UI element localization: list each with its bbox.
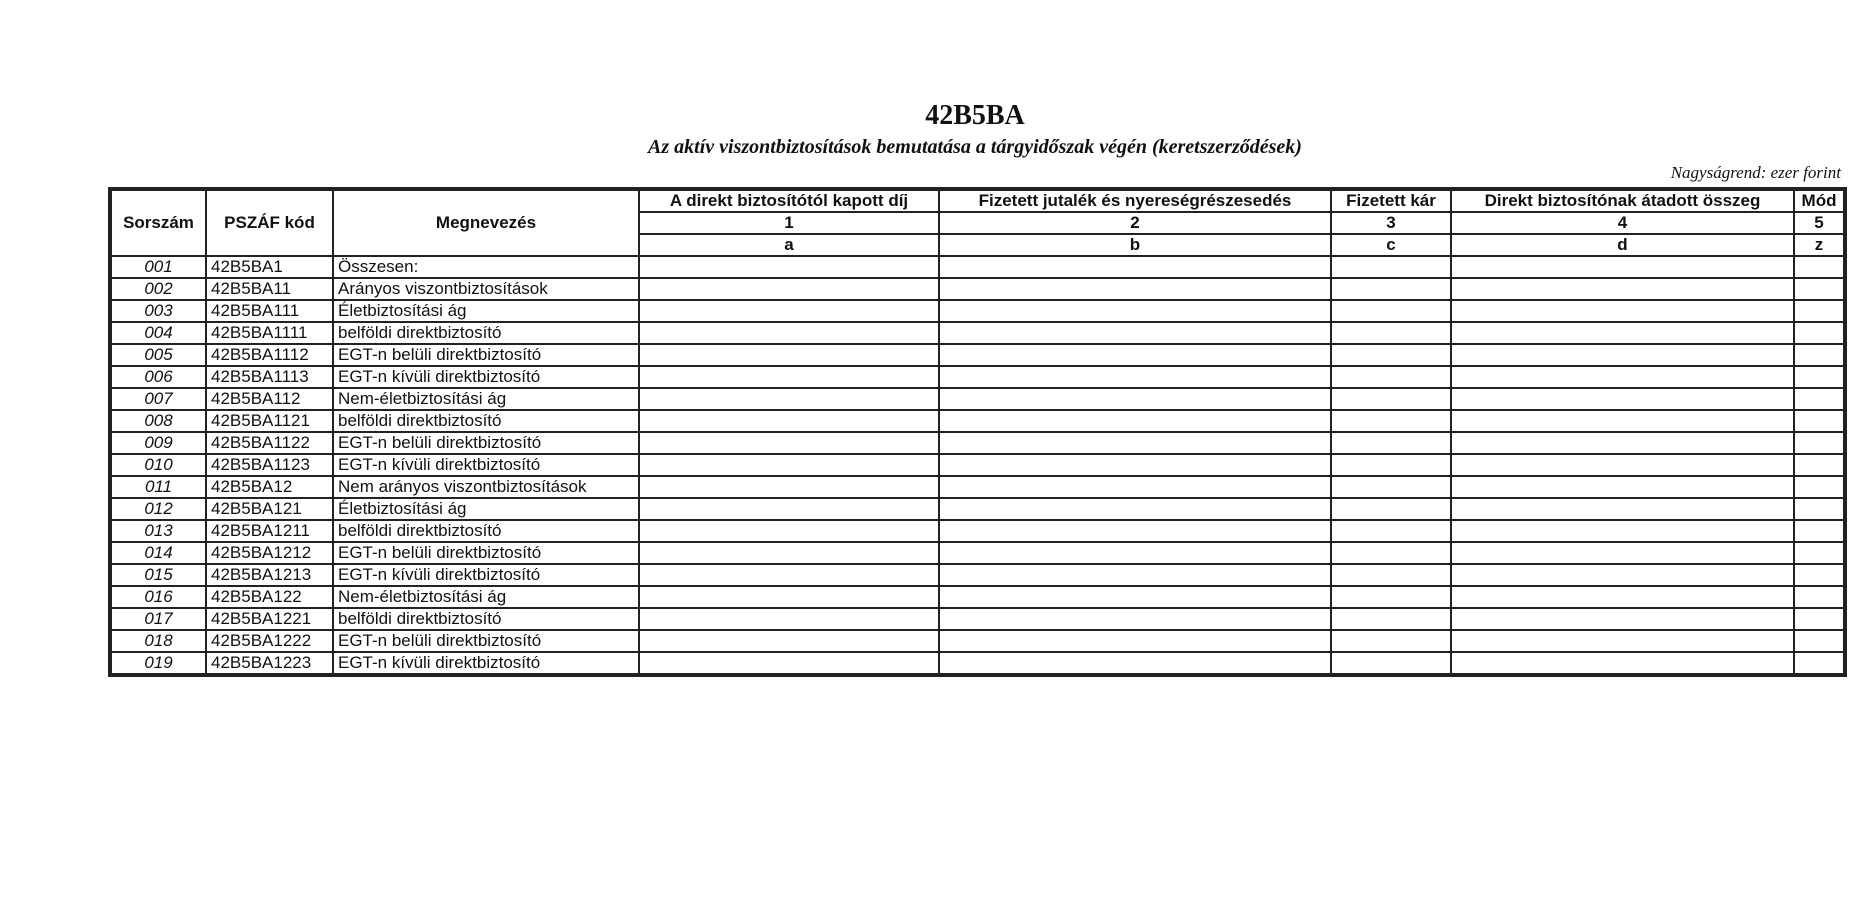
value-cell-c[interactable]: [1331, 388, 1451, 410]
row-sorszam: 016: [110, 586, 206, 608]
value-cell-c[interactable]: [1331, 366, 1451, 388]
value-cell-d[interactable]: [1451, 630, 1794, 652]
value-cell-a[interactable]: [639, 366, 939, 388]
row-sorszam: 014: [110, 542, 206, 564]
row-pszaf-kod: 42B5BA1223: [206, 652, 333, 675]
value-cell-d[interactable]: [1451, 322, 1794, 344]
value-cell-z[interactable]: [1794, 322, 1845, 344]
value-cell-d[interactable]: [1451, 586, 1794, 608]
header-col-1: A direkt biztosítótól kapott díj: [639, 189, 939, 212]
value-cell-c[interactable]: [1331, 322, 1451, 344]
value-cell-d[interactable]: [1451, 542, 1794, 564]
row-sorszam: 009: [110, 432, 206, 454]
value-cell-z[interactable]: [1794, 542, 1845, 564]
value-cell-z[interactable]: [1794, 498, 1845, 520]
row-megnevezes: belföldi direktbiztosító: [333, 410, 639, 432]
row-pszaf-kod: 42B5BA1112: [206, 344, 333, 366]
table-row: [110, 278, 1845, 300]
table-body: [110, 256, 1845, 675]
value-cell-b[interactable]: [939, 542, 1331, 564]
header-num-3: 3: [1331, 212, 1451, 234]
header-col-5: Mód: [1794, 189, 1845, 212]
row-megnevezes: EGT-n belüli direktbiztosító: [333, 344, 639, 366]
row-megnevezes: Életbiztosítási ág: [333, 498, 639, 520]
value-cell-c[interactable]: [1331, 476, 1451, 498]
value-cell-z[interactable]: [1794, 256, 1845, 278]
row-sorszam: 011: [110, 476, 206, 498]
value-cell-b[interactable]: [939, 652, 1331, 675]
value-cell-d[interactable]: [1451, 608, 1794, 630]
row-sorszam: 017: [110, 608, 206, 630]
value-cell-c[interactable]: [1331, 520, 1451, 542]
value-cell-d[interactable]: [1451, 476, 1794, 498]
value-cell-d[interactable]: [1451, 366, 1794, 388]
header-letter-c: c: [1331, 234, 1451, 256]
table-row: [110, 256, 1845, 278]
value-cell-z[interactable]: [1794, 630, 1845, 652]
value-cell-c[interactable]: [1331, 454, 1451, 476]
row-megnevezes: Arányos viszontbiztosítások: [333, 278, 639, 300]
row-megnevezes: EGT-n kívüli direktbiztosító: [333, 366, 639, 388]
header-letter-z: z: [1794, 234, 1845, 256]
header-sorszam: Sorszám: [110, 189, 206, 256]
row-pszaf-kod: 42B5BA1121: [206, 410, 333, 432]
row-megnevezes: Nem-életbiztosítási ág: [333, 586, 639, 608]
value-cell-b[interactable]: [939, 520, 1331, 542]
table-row: [110, 498, 1845, 520]
header-col-3: Fizetett kár: [1331, 189, 1451, 212]
value-cell-z[interactable]: [1794, 454, 1845, 476]
row-pszaf-kod: 42B5BA111: [206, 300, 333, 322]
value-cell-c[interactable]: [1331, 608, 1451, 630]
row-pszaf-kod: 42B5BA1113: [206, 366, 333, 388]
value-cell-d[interactable]: [1451, 520, 1794, 542]
row-pszaf-kod: 42B5BA1111: [206, 322, 333, 344]
header-letter-b: b: [939, 234, 1331, 256]
header-num-4: 4: [1451, 212, 1794, 234]
value-cell-a[interactable]: [639, 652, 939, 675]
value-cell-c[interactable]: [1331, 410, 1451, 432]
value-cell-b[interactable]: [939, 498, 1331, 520]
header-letter-a: a: [639, 234, 939, 256]
row-megnevezes: belföldi direktbiztosító: [333, 322, 639, 344]
value-cell-d[interactable]: [1451, 278, 1794, 300]
value-cell-z[interactable]: [1794, 366, 1845, 388]
table-row: [110, 366, 1845, 388]
header-num-1: 1: [639, 212, 939, 234]
value-cell-a[interactable]: [639, 322, 939, 344]
value-cell-d[interactable]: [1451, 388, 1794, 410]
value-cell-z[interactable]: [1794, 564, 1845, 586]
report-table: [108, 187, 1847, 677]
row-sorszam: 005: [110, 344, 206, 366]
header-col-2: Fizetett jutalék és nyereségrészesedés: [939, 189, 1331, 212]
value-cell-c[interactable]: [1331, 432, 1451, 454]
value-cell-c[interactable]: [1331, 630, 1451, 652]
value-cell-c[interactable]: [1331, 344, 1451, 366]
row-pszaf-kod: 42B5BA1213: [206, 564, 333, 586]
row-pszaf-kod: 42B5BA1123: [206, 454, 333, 476]
value-cell-z[interactable]: [1794, 432, 1845, 454]
table-row: [110, 542, 1845, 564]
row-sorszam: 007: [110, 388, 206, 410]
row-sorszam: 018: [110, 630, 206, 652]
row-pszaf-kod: 42B5BA1221: [206, 608, 333, 630]
value-cell-z[interactable]: [1794, 410, 1845, 432]
value-cell-d[interactable]: [1451, 256, 1794, 278]
value-cell-d[interactable]: [1451, 410, 1794, 432]
value-cell-a[interactable]: [639, 410, 939, 432]
value-cell-a[interactable]: [639, 278, 939, 300]
value-cell-a[interactable]: [639, 476, 939, 498]
row-megnevezes: belföldi direktbiztosító: [333, 520, 639, 542]
row-megnevezes: EGT-n kívüli direktbiztosító: [333, 564, 639, 586]
row-pszaf-kod: 42B5BA1211: [206, 520, 333, 542]
value-cell-a[interactable]: [639, 256, 939, 278]
table-row: [110, 454, 1845, 476]
header-num-2: 2: [939, 212, 1331, 234]
row-pszaf-kod: 42B5BA12: [206, 476, 333, 498]
value-cell-b[interactable]: [939, 344, 1331, 366]
value-cell-a[interactable]: [639, 630, 939, 652]
table-row: [110, 322, 1845, 344]
row-sorszam: 003: [110, 300, 206, 322]
value-cell-b[interactable]: [939, 388, 1331, 410]
row-pszaf-kod: 42B5BA1222: [206, 630, 333, 652]
header-pszaf-kod: PSZÁF kód: [206, 189, 333, 256]
row-megnevezes: Összesen:: [333, 256, 639, 278]
table-row: [110, 586, 1845, 608]
header-col-4: Direkt biztosítónak átadott összeg: [1451, 189, 1794, 212]
row-pszaf-kod: 42B5BA11: [206, 278, 333, 300]
row-sorszam: 012: [110, 498, 206, 520]
value-cell-b[interactable]: [939, 278, 1331, 300]
row-pszaf-kod: 42B5BA121: [206, 498, 333, 520]
value-cell-d[interactable]: [1451, 454, 1794, 476]
row-sorszam: 008: [110, 410, 206, 432]
value-cell-b[interactable]: [939, 366, 1331, 388]
value-cell-b[interactable]: [939, 410, 1331, 432]
header-letter-d: d: [1451, 234, 1794, 256]
value-cell-b[interactable]: [939, 476, 1331, 498]
row-megnevezes: Életbiztosítási ág: [333, 300, 639, 322]
value-cell-b[interactable]: [939, 630, 1331, 652]
row-sorszam: 019: [110, 652, 206, 675]
table-row: [110, 476, 1845, 498]
value-cell-a[interactable]: [639, 300, 939, 322]
value-cell-z[interactable]: [1794, 476, 1845, 498]
value-cell-z[interactable]: [1794, 586, 1845, 608]
page-subtitle: Az aktív viszontbiztosítások bemutatása a tárgyidőszak végén (keretszerződések): [648, 136, 1302, 158]
value-cell-a[interactable]: [639, 520, 939, 542]
value-cell-a[interactable]: [639, 586, 939, 608]
value-cell-a[interactable]: [639, 454, 939, 476]
table-row: [110, 300, 1845, 322]
value-cell-z[interactable]: [1794, 344, 1845, 366]
table-row: [110, 344, 1845, 366]
value-cell-d[interactable]: [1451, 344, 1794, 366]
value-cell-z[interactable]: [1794, 278, 1845, 300]
value-cell-a[interactable]: [639, 388, 939, 410]
value-cell-d[interactable]: [1451, 652, 1794, 675]
row-sorszam: 004: [110, 322, 206, 344]
value-cell-b[interactable]: [939, 586, 1331, 608]
value-cell-b[interactable]: [939, 300, 1331, 322]
table-row: [110, 652, 1845, 675]
table-row: [110, 564, 1845, 586]
value-cell-c[interactable]: [1331, 498, 1451, 520]
value-cell-a[interactable]: [639, 542, 939, 564]
value-cell-z[interactable]: [1794, 652, 1845, 675]
value-cell-b[interactable]: [939, 608, 1331, 630]
value-cell-b[interactable]: [939, 564, 1331, 586]
value-cell-c[interactable]: [1331, 652, 1451, 675]
value-cell-b[interactable]: [939, 256, 1331, 278]
row-megnevezes: EGT-n belüli direktbiztosító: [333, 432, 639, 454]
table-row: [110, 388, 1845, 410]
value-cell-z[interactable]: [1794, 300, 1845, 322]
value-cell-a[interactable]: [639, 608, 939, 630]
row-pszaf-kod: 42B5BA1212: [206, 542, 333, 564]
row-megnevezes: EGT-n belüli direktbiztosító: [333, 542, 639, 564]
row-megnevezes: EGT-n kívüli direktbiztosító: [333, 652, 639, 675]
table-row: [110, 608, 1845, 630]
value-cell-c[interactable]: [1331, 256, 1451, 278]
row-sorszam: 006: [110, 366, 206, 388]
header-num-5: 5: [1794, 212, 1845, 234]
table-row: [110, 410, 1845, 432]
value-cell-c[interactable]: [1331, 300, 1451, 322]
header-megnevezes: Megnevezés: [333, 189, 639, 256]
value-cell-c[interactable]: [1331, 542, 1451, 564]
row-sorszam: 010: [110, 454, 206, 476]
value-cell-z[interactable]: [1794, 388, 1845, 410]
unit-note: Nagyságrend: ezer forint: [1670, 163, 1841, 182]
value-cell-z[interactable]: [1794, 520, 1845, 542]
row-megnevezes: EGT-n belüli direktbiztosító: [333, 630, 639, 652]
row-megnevezes: Nem arányos viszontbiztosítások: [333, 476, 639, 498]
value-cell-d[interactable]: [1451, 432, 1794, 454]
row-sorszam: 001: [110, 256, 206, 278]
value-cell-c[interactable]: [1331, 586, 1451, 608]
value-cell-b[interactable]: [939, 432, 1331, 454]
value-cell-a[interactable]: [639, 432, 939, 454]
row-pszaf-kod: 42B5BA1: [206, 256, 333, 278]
value-cell-z[interactable]: [1794, 608, 1845, 630]
table-row: [110, 432, 1845, 454]
row-pszaf-kod: 42B5BA1122: [206, 432, 333, 454]
value-cell-d[interactable]: [1451, 564, 1794, 586]
table-header: [110, 189, 1845, 256]
row-pszaf-kod: 42B5BA112: [206, 388, 333, 410]
table-row: [110, 520, 1845, 542]
value-cell-d[interactable]: [1451, 300, 1794, 322]
row-sorszam: 013: [110, 520, 206, 542]
value-cell-d[interactable]: [1451, 498, 1794, 520]
value-cell-a[interactable]: [639, 498, 939, 520]
value-cell-b[interactable]: [939, 454, 1331, 476]
row-sorszam: 002: [110, 278, 206, 300]
row-megnevezes: belföldi direktbiztosító: [333, 608, 639, 630]
row-pszaf-kod: 42B5BA122: [206, 586, 333, 608]
value-cell-c[interactable]: [1331, 564, 1451, 586]
value-cell-c[interactable]: [1331, 278, 1451, 300]
value-cell-a[interactable]: [639, 564, 939, 586]
row-megnevezes: Nem-életbiztosítási ág: [333, 388, 639, 410]
value-cell-b[interactable]: [939, 322, 1331, 344]
row-megnevezes: EGT-n kívüli direktbiztosító: [333, 454, 639, 476]
table-row: [110, 630, 1845, 652]
value-cell-a[interactable]: [639, 344, 939, 366]
row-sorszam: 015: [110, 564, 206, 586]
page-title: 42B5BA: [925, 100, 1025, 131]
